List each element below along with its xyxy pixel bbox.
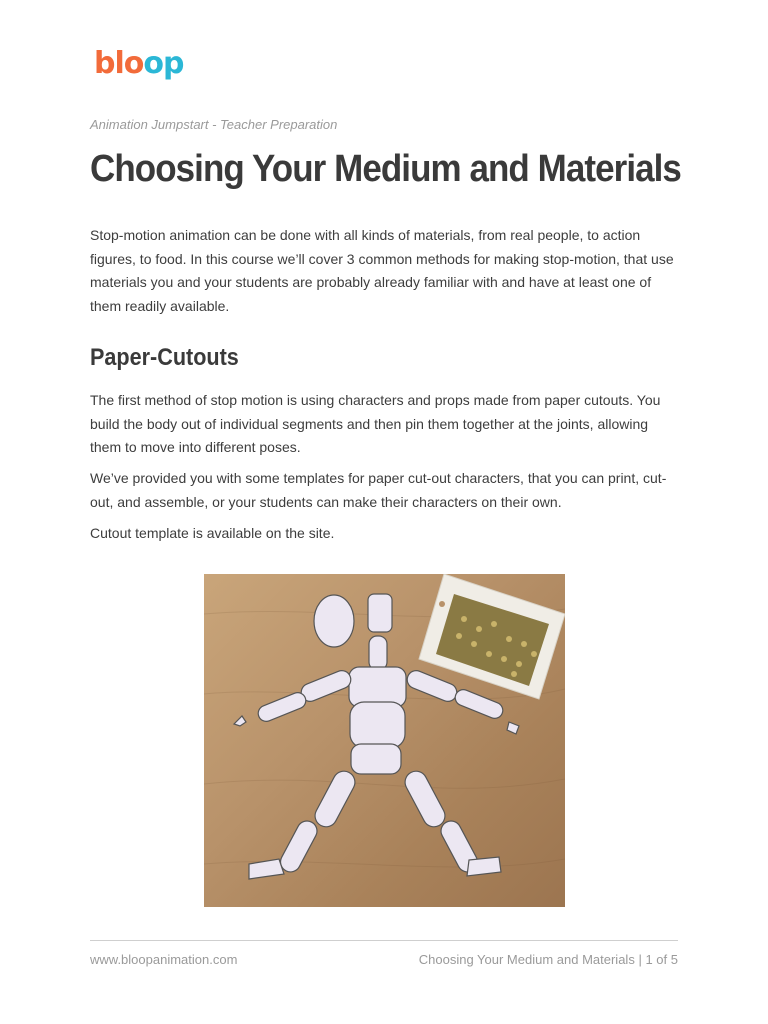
footer-divider: [90, 940, 678, 941]
footer-separator: |: [638, 952, 642, 967]
logo-letter: l: [114, 46, 124, 81]
section-paragraph-2: We’ve provided you with some templates for paper cut-out characters, that you can print, cut-out, and assemble, or your students can make their characters on their own.: [90, 470, 667, 510]
section-heading: Paper-Cutouts: [90, 344, 239, 371]
logo-letter: p: [163, 46, 184, 81]
logo-letter: o: [143, 46, 164, 81]
page-title: Choosing Your Medium and Materials: [90, 148, 681, 190]
footer-page-info: [419, 952, 678, 967]
paper-cutout-photo: [204, 574, 565, 907]
section-paragraph-3: Cutout template is available on the site.: [90, 525, 335, 541]
footer-website-link[interactable]: www.bloopanimation.com: [90, 952, 238, 967]
breadcrumb: Animation Jumpstart - Teacher Preparation: [90, 117, 338, 132]
footer-doc-title: Choosing Your Medium and Materials: [418, 952, 635, 967]
paper-cutout-figure-illustration: [204, 574, 565, 907]
section-paragraph-1: The first method of stop motion is using characters and props made from paper cutouts. You build the body out of individual segments and then pin them together at the joints, allowing them to move into different poses.: [90, 392, 661, 455]
footer-page-number: 1 of 5: [645, 952, 678, 967]
logo-letter: o: [123, 46, 144, 81]
logo-letter: b: [94, 46, 115, 81]
intro-paragraph: Stop-motion animation can be done with all kinds of materials, from real people, to action figures, to food. In this course we’ll cover 3 common methods for making stop-motion, that use materials you and your students are probably already familiar with and have at least one of them readily available.: [90, 227, 674, 314]
bloop-logo[interactable]: [94, 44, 184, 84]
